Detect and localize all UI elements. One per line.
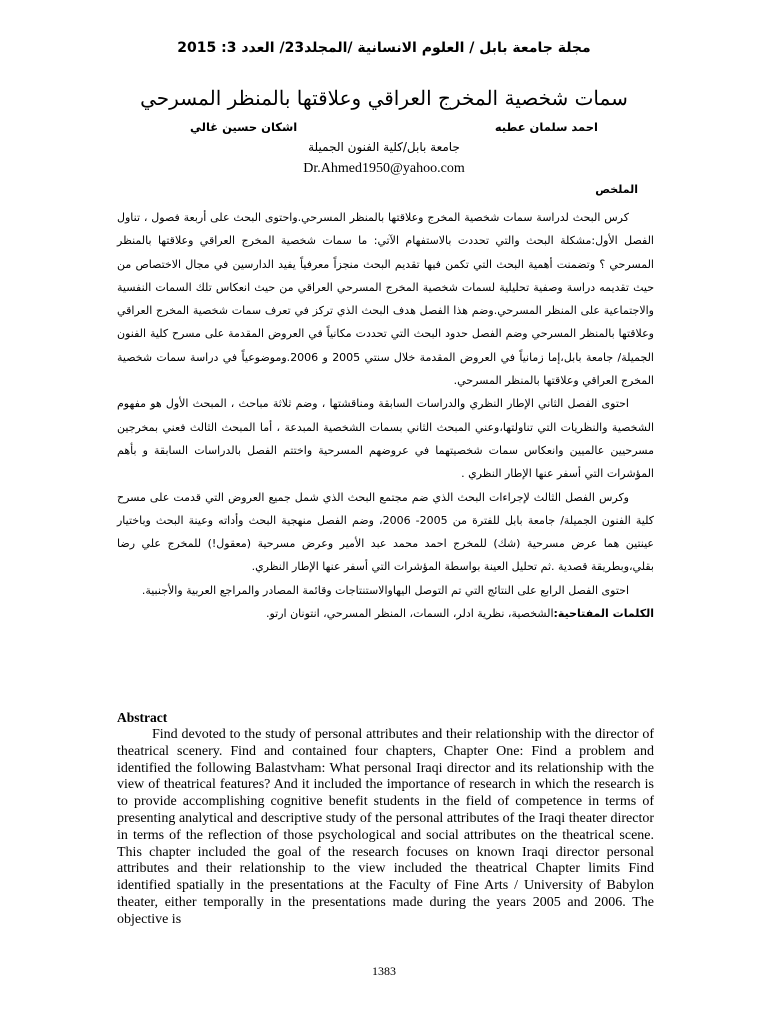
author-first: احمد سلمان عطيه bbox=[494, 120, 598, 134]
arabic-abstract-paragraph-1: كرس البحث لدراسة سمات شخصية المخرج وعلاقتها بالمنظر المسرحي.واحتوى البحث على أربعة فصول ، تناول الفصل الأول:مشكلة البحث والتي تحددت بالاستفهام الآتي: ما سمات شخصية المخرج العراقي وعلاقتها بالمنظر المسرحي ؟ وتضمنت أهمية البحث التي تكمن فيها تقديم البحث منجزاً معرفياً يفيد الدارسين في مجال الاختصاص من حيث تقديمه دراسة وصفية تحليلية لسمات شخصية المخرج المسرحي العراقي من حيث انعكاس تلك السمات النفسية والاجتماعية على المنظر المسرحي.وضم هذا الفصل هدف البحث الذي تركز في تعرف سمات شخصية المخرج العراقي وعلاقتها بالمنظر المسرحي وضم الفصل حدود البحث التي تحددت مكانياً في العروض المقدمة على مسرح كلية الفنون الجميلة/ جامعة بابل،إما زمانياً في العروض المقدمة خلال سنتي 2005 و 2006.وموضوعياً في دراسة سمات شخصية المخرج العراقي وعلاقتها بالمنظر المسرحي. bbox=[117, 211, 654, 388]
arabic-abstract-heading: الملخص bbox=[595, 183, 638, 196]
arabic-abstract-paragraph-3: وكرس الفصل الثالث لإجراءات البحث الذي ضم مجتمع البحث الذي شمل جميع العروض التي قدمت على مسرح كلية الفنون الجميلة/ جامعة بابل للفترة من 2005- 2006، وضم الفصل منهجية البحث وأداته وعينة البحث وباختيار عينتين هما عرض مسرحية (شك) للمخرج احمد محمد عبد الأمير وعرض مسرحية (معقول!) للمخرج علي رضا بقلي،وبطريقة قصدية .ثم تحليل العينة بواسطة المؤشرات التي أسفر عنها الإطار النظري. bbox=[117, 490, 654, 574]
page-number: 1383 bbox=[372, 964, 396, 978]
keywords-line bbox=[117, 602, 654, 625]
english-abstract-heading: Abstract bbox=[117, 710, 168, 725]
keywords-label: الكلمات المفتاحية: bbox=[553, 607, 654, 621]
arabic-abstract-paragraph-4: احتوى الفصل الرابع على النتائج التي تم التوصل اليهاوالاستنتاجات وقائمة المصادر والمراجع العربية والأجنبية. bbox=[141, 583, 629, 597]
author-second: اشكان حسين غالي bbox=[190, 120, 298, 134]
author-email: Dr.Ahmed1950@yahoo.com bbox=[303, 161, 465, 176]
arabic-abstract-paragraph-2: احتوى الفصل الثاني الإطار النظري والدراسات السابقة ومناقشتها ، وضم ثلاثة مباحث ، المبحث الأول هو مفهوم الشخصية والنظريات التي تناولتها،وعني المبحث الثاني بسمات الشخصية المبدعة ، أما المبحث الثالث فعني بمخرجين مسرحيين عالميين وانعكاس سمات شخصيتهما في عروضهم المسرحية واختتم الفصل بالدراسات السابقة و بأهم المؤشرات التي أسفر عنها الإطار النظري . bbox=[117, 397, 654, 481]
english-abstract-body bbox=[117, 727, 654, 929]
arabic-abstract-body bbox=[117, 206, 654, 625]
paper-title: سمات شخصية المخرج العراقي وعلاقتها بالمنظر المسرحي bbox=[140, 86, 628, 110]
affiliation: جامعة بابل/كلية الفنون الجميلة bbox=[308, 140, 460, 154]
keywords-text: الشخصية، نظرية ادلر، السمات، المنظر المسرحي، انتونان ارتو. bbox=[265, 607, 554, 621]
journal-header: مجلة جامعة بابل / العلوم الانسانية /المجلد23/ العدد 3: 2015 bbox=[177, 40, 591, 56]
english-abstract-paragraph: Find devoted to the study of personal attributes and their relationship with the director of theatrical scenery. Find and contained four chapters, Chapter One: Find a problem and identified the following Balastvham: What personal Iraqi director and its relationship with the view of theatrical features? And it included the importance of research in which the research is to provide accomplishing cognitive benefit students in the field of competence in terms of presenting analytical and descriptive study of the personal attributes of the Iraqi theater director in terms of the reflection of those psychological and social attributes on the theatrical scene. This chapter included the goal of the research focuses on known Iraqi director personal attributes and their relationship to the view included the theatrical Chapter limits Find identified spatially in the presentations at the Faculty of Fine Arts / University of Babylon theater, either temporally in the presentations made during the years 2005 and 2006. The objective is bbox=[117, 727, 654, 927]
